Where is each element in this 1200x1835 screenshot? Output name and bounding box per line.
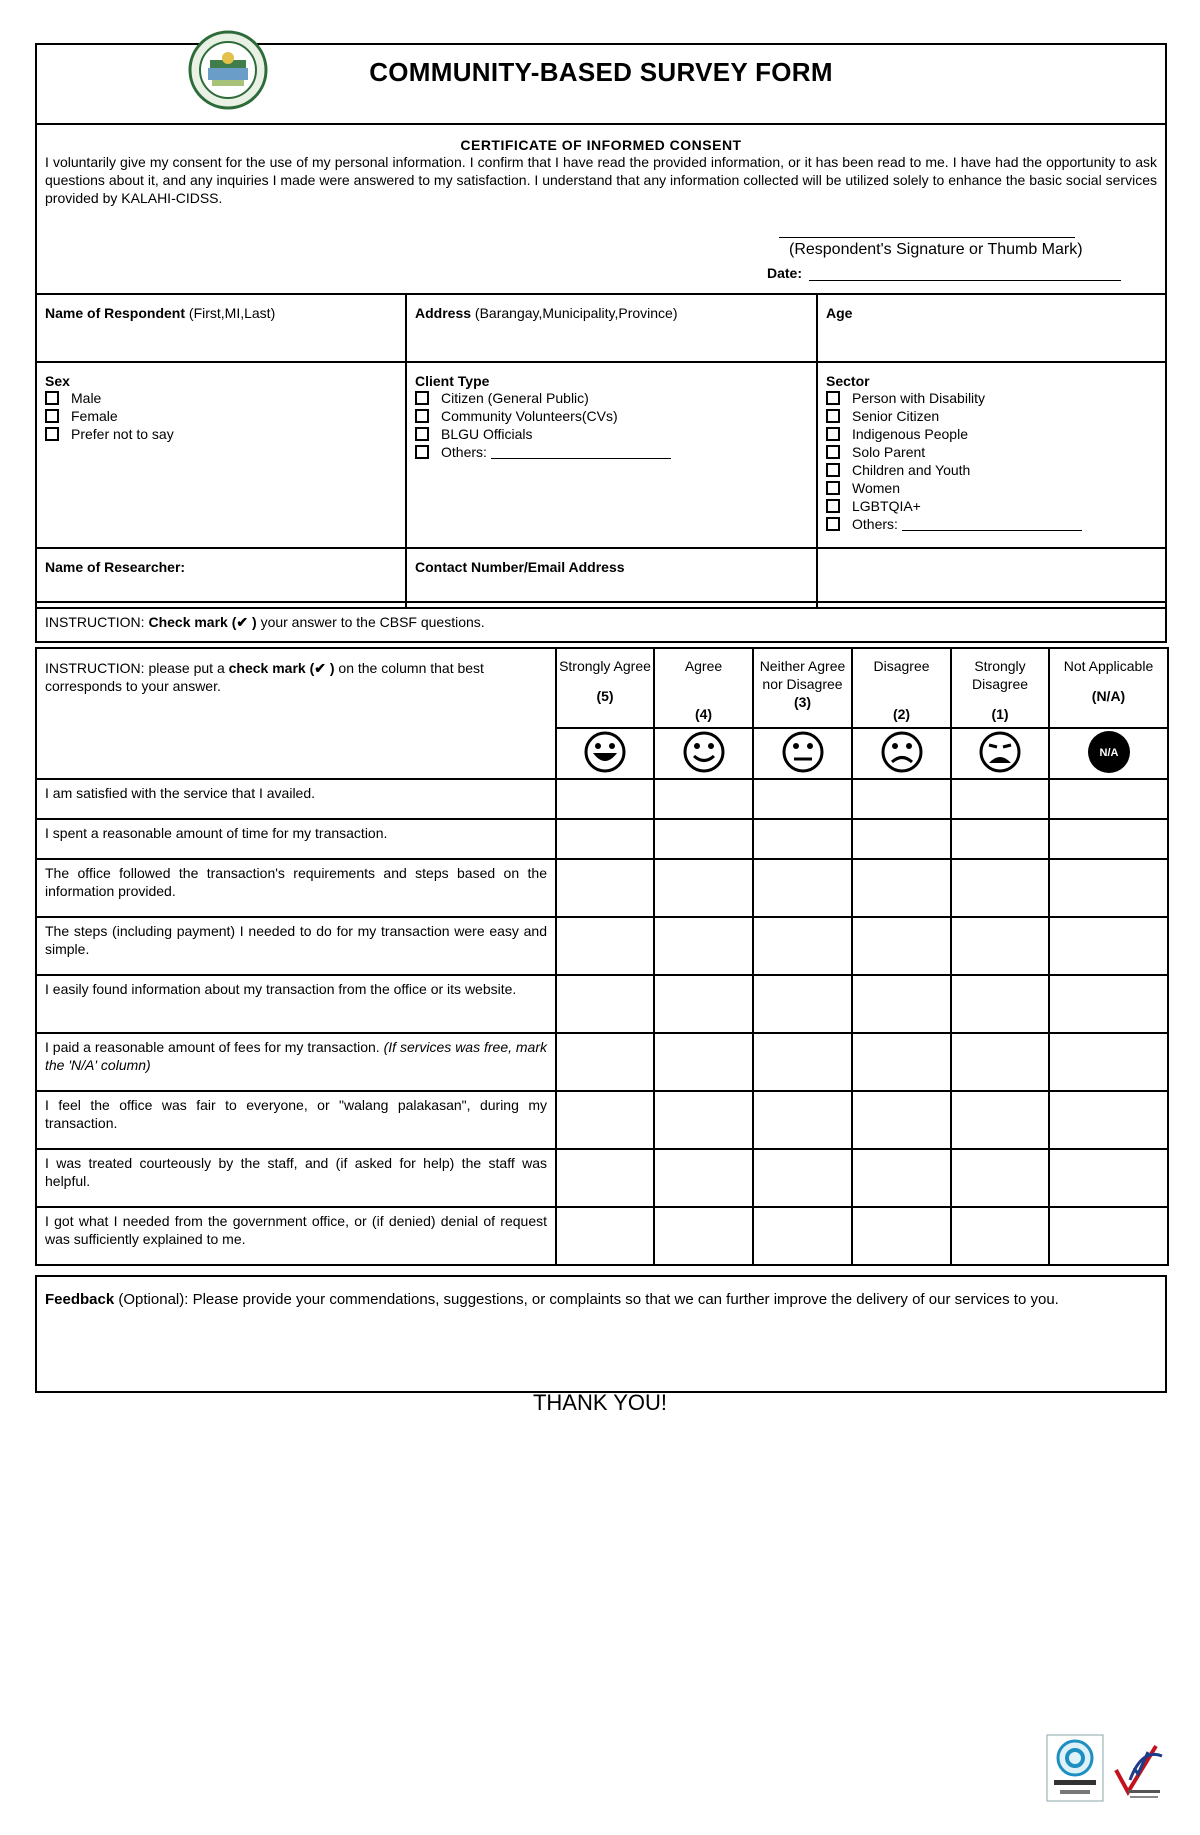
feedback-text: (Optional): Please provide your commendations, suggestions, or complaints so that we can further improve the delivery of our services to you. <box>118 1291 1059 1308</box>
rating-cell-2[interactable] <box>852 1091 951 1149</box>
consent-section <box>37 125 1165 295</box>
header-disagree: Disagree (2) <box>852 648 951 728</box>
sector-option[interactable]: Person with Disability <box>826 389 1157 407</box>
rating-cell-4[interactable] <box>654 917 753 975</box>
rating-cell-na[interactable] <box>1049 1091 1168 1149</box>
rating-cell-2[interactable] <box>852 917 951 975</box>
checkbox[interactable] <box>45 409 59 423</box>
respondent-name-label: Name of Respondent <box>45 305 186 321</box>
rating-cell-5[interactable] <box>556 1207 654 1265</box>
checkbox[interactable] <box>45 391 59 405</box>
sector-option[interactable]: LGBTQIA+ <box>826 497 1157 515</box>
question-text: I easily found information about my transaction from the office or its website. <box>36 975 556 1033</box>
checkbox[interactable] <box>826 409 840 423</box>
socotec-certification-logo <box>1046 1734 1104 1802</box>
rating-cell-5[interactable] <box>556 917 654 975</box>
sex-group <box>37 363 407 547</box>
question-text: I spent a reasonable amount of time for my transaction. <box>36 819 556 859</box>
rating-cell-na[interactable] <box>1049 819 1168 859</box>
rating-cell-1[interactable] <box>951 917 1049 975</box>
rating-cell-2[interactable] <box>852 1149 951 1207</box>
rating-cell-4[interactable] <box>654 779 753 819</box>
form-title: COMMUNITY-BASED SURVEY FORM <box>369 57 833 87</box>
rating-cell-3[interactable] <box>753 1091 852 1149</box>
respondent-row <box>37 295 1165 363</box>
rating-cell-na[interactable] <box>1049 1207 1168 1265</box>
rating-cell-2[interactable] <box>852 1207 951 1265</box>
checkbox[interactable] <box>45 427 59 441</box>
others-input[interactable] <box>491 446 671 459</box>
rating-cell-4[interactable] <box>654 859 753 917</box>
rating-cell-3[interactable] <box>753 819 852 859</box>
face-very-sad-cell <box>951 728 1049 779</box>
question-text: The office followed the transaction's requirements and steps based on the information provided. <box>36 859 556 917</box>
rating-cell-5[interactable] <box>556 779 654 819</box>
sector-group <box>818 363 1165 547</box>
age-label: Age <box>826 305 853 321</box>
rating-cell-3[interactable] <box>753 975 852 1033</box>
accreditation-logo <box>1108 1740 1164 1802</box>
header-agree: Agree (4) <box>654 648 753 728</box>
rating-cell-5[interactable] <box>556 1091 654 1149</box>
checkbox[interactable] <box>826 481 840 495</box>
sex-option[interactable]: Female <box>45 407 397 425</box>
rating-cell-4[interactable] <box>654 1149 753 1207</box>
header-strongly-agree: Strongly Agree (5) <box>556 648 654 728</box>
question-text: I paid a reasonable amount of fees for my transaction. (If services was free, mark the 'N/A' column) <box>36 1033 556 1091</box>
sector-option[interactable]: Children and Youth <box>826 461 1157 479</box>
client-type-option[interactable]: BLGU Officials <box>415 425 808 443</box>
sector-option[interactable]: Women <box>826 479 1157 497</box>
researcher-row <box>37 549 1165 607</box>
rating-instruction: INSTRUCTION: please put a check mark (✔ ) on the column that best corresponds to your answer. <box>36 648 556 779</box>
question-text: I am satisfied with the service that I availed. <box>36 779 556 819</box>
sex-option[interactable]: Male <box>45 389 397 407</box>
sex-label: Sex <box>45 373 70 389</box>
rating-table <box>35 647 1169 1266</box>
sector-option[interactable]: Others: <box>826 515 1157 533</box>
question-text: The steps (including payment) I needed to do for my transaction were easy and simple. <box>36 917 556 975</box>
municipal-seal-logo <box>186 30 270 110</box>
survey-form <box>35 43 1167 609</box>
sector-option[interactable]: Solo Parent <box>826 443 1157 461</box>
header-not-applicable: Not Applicable (N/A) <box>1049 648 1168 728</box>
address-label: Address <box>415 305 472 321</box>
rating-cell-1[interactable] <box>951 859 1049 917</box>
rating-cell-2[interactable] <box>852 1033 951 1091</box>
rating-cell-5[interactable] <box>556 819 654 859</box>
thank-you-text: THANK YOU! <box>532 1390 668 1415</box>
rating-cell-5[interactable] <box>556 975 654 1033</box>
checkbox[interactable] <box>415 409 429 423</box>
happy-face-icon <box>679 731 729 773</box>
age-field[interactable] <box>818 295 1165 361</box>
rating-cell-1[interactable] <box>951 1149 1049 1207</box>
question-row <box>36 1091 1168 1149</box>
rating-cell-4[interactable] <box>654 975 753 1033</box>
feedback-field[interactable] <box>35 1275 1167 1393</box>
question-row <box>36 975 1168 1033</box>
rating-cell-na[interactable] <box>1049 917 1168 975</box>
rating-cell-4[interactable] <box>654 1091 753 1149</box>
rating-cell-2[interactable] <box>852 859 951 917</box>
rating-cell-na[interactable] <box>1049 1149 1168 1207</box>
checkbox[interactable] <box>826 517 840 531</box>
rating-cell-3[interactable] <box>753 917 852 975</box>
client-type-option[interactable]: Community Volunteers(CVs) <box>415 407 808 425</box>
rating-cell-2[interactable] <box>852 975 951 1033</box>
very-sad-face-icon <box>975 731 1025 773</box>
sex-option[interactable]: Prefer not to say <box>45 425 397 443</box>
header-neither: Neither Agree nor Disagree (3) <box>753 648 852 728</box>
rating-cell-5[interactable] <box>556 859 654 917</box>
contact-label: Contact Number/Email Address <box>415 559 625 575</box>
rating-cell-3[interactable] <box>753 859 852 917</box>
checkbox[interactable] <box>826 445 840 459</box>
rating-cell-4[interactable] <box>654 819 753 859</box>
face-very-happy-cell <box>556 728 654 779</box>
header-strongly-disagree: Strongly Disagree (1) <box>951 648 1049 728</box>
sector-option[interactable]: Indigenous People <box>826 425 1157 443</box>
address-hint: (Barangay,Municipality,Province) <box>474 305 678 321</box>
rating-cell-4[interactable] <box>654 1207 753 1265</box>
rating-cell-2[interactable] <box>852 779 951 819</box>
rating-cell-1[interactable] <box>951 1091 1049 1149</box>
rating-cell-5[interactable] <box>556 1033 654 1091</box>
checkbox[interactable] <box>826 463 840 477</box>
rating-cell-na[interactable] <box>1049 779 1168 819</box>
rating-cell-1[interactable] <box>951 779 1049 819</box>
rating-cell-3[interactable] <box>753 1149 852 1207</box>
client-type-option[interactable]: Others: <box>415 443 808 461</box>
question-text: I feel the office was fair to everyone, or "walang palakasan", during my transaction. <box>36 1091 556 1149</box>
question-row <box>36 1207 1168 1265</box>
question-text: I was treated courteously by the staff, and (if asked for help) the staff was helpful. <box>36 1149 556 1207</box>
checkbox[interactable] <box>826 427 840 441</box>
date-field[interactable] <box>809 280 1121 281</box>
question-row <box>36 917 1168 975</box>
instruction-bar: INSTRUCTION: Check mark (✔ ) your answer to the CBSF questions. <box>35 601 1167 643</box>
face-sad-cell <box>852 728 951 779</box>
face-na-cell <box>1049 728 1168 779</box>
respondent-name-field[interactable] <box>37 295 407 361</box>
question-text: I got what I needed from the government office, or (if denied) denial of request was sufficiently explained to me. <box>36 1207 556 1265</box>
address-field[interactable] <box>407 295 818 361</box>
rating-cell-2[interactable] <box>852 819 951 859</box>
rating-cell-1[interactable] <box>951 819 1049 859</box>
rating-cell-5[interactable] <box>556 1149 654 1207</box>
rating-cell-3[interactable] <box>753 779 852 819</box>
question-row <box>36 859 1168 917</box>
na-badge-text: N/A <box>1099 747 1118 759</box>
sector-label: Sector <box>826 373 870 389</box>
sad-face-icon <box>877 731 927 773</box>
signature-label: (Respondent's Signature or Thumb Mark) <box>789 241 1083 258</box>
feedback-label: Feedback <box>45 1291 115 1308</box>
rating-cell-4[interactable] <box>654 1033 753 1091</box>
face-neutral-cell <box>753 728 852 779</box>
checkbox[interactable] <box>826 391 840 405</box>
consent-text: I voluntarily give my consent for the use of my personal information. I confirm that I have read the provided information, or it has been read to me. I have had the opportunity to ask questions about it, and any inquiries I made were answered to my satisfaction. I understand that any information collected will be utilized solely to enhance the basic social services provided by KALAHI-CIDSS. <box>45 154 1157 206</box>
very-happy-face-icon <box>580 731 630 773</box>
rating-cell-1[interactable] <box>951 1207 1049 1265</box>
researcher-name-label: Name of Researcher: <box>45 559 186 575</box>
question-row <box>36 1033 1168 1091</box>
na-badge-icon <box>1083 729 1135 775</box>
question-row <box>36 779 1168 819</box>
sector-option[interactable]: Senior Citizen <box>826 407 1157 425</box>
respondent-name-hint: (First,MI,Last) <box>188 305 276 321</box>
consent-title: CERTIFICATE OF INFORMED CONSENT <box>460 137 742 153</box>
rating-cell-na[interactable] <box>1049 1033 1168 1091</box>
neutral-face-icon <box>778 731 828 773</box>
question-row <box>36 819 1168 859</box>
options-row <box>37 363 1165 549</box>
checkbox[interactable] <box>415 445 429 459</box>
rating-cell-3[interactable] <box>753 1207 852 1265</box>
client-type-option[interactable]: Citizen (General Public) <box>415 389 808 407</box>
client-type-label: Client Type <box>415 373 490 389</box>
rating-cell-na[interactable] <box>1049 859 1168 917</box>
client-type-group <box>407 363 818 547</box>
checkbox[interactable] <box>415 427 429 441</box>
rating-cell-3[interactable] <box>753 1033 852 1091</box>
others-input[interactable] <box>902 518 1082 531</box>
date-label: Date: <box>767 265 803 281</box>
checkbox[interactable] <box>415 391 429 405</box>
signature-line[interactable] <box>779 237 1075 238</box>
rating-cell-na[interactable] <box>1049 975 1168 1033</box>
question-row <box>36 1149 1168 1207</box>
researcher-name-field[interactable] <box>37 549 407 607</box>
contact-field[interactable] <box>407 549 818 607</box>
face-happy-cell <box>654 728 753 779</box>
rating-cell-1[interactable] <box>951 1033 1049 1091</box>
rating-cell-1[interactable] <box>951 975 1049 1033</box>
researcher-blank-cell[interactable] <box>818 549 1165 607</box>
checkbox[interactable] <box>826 499 840 513</box>
